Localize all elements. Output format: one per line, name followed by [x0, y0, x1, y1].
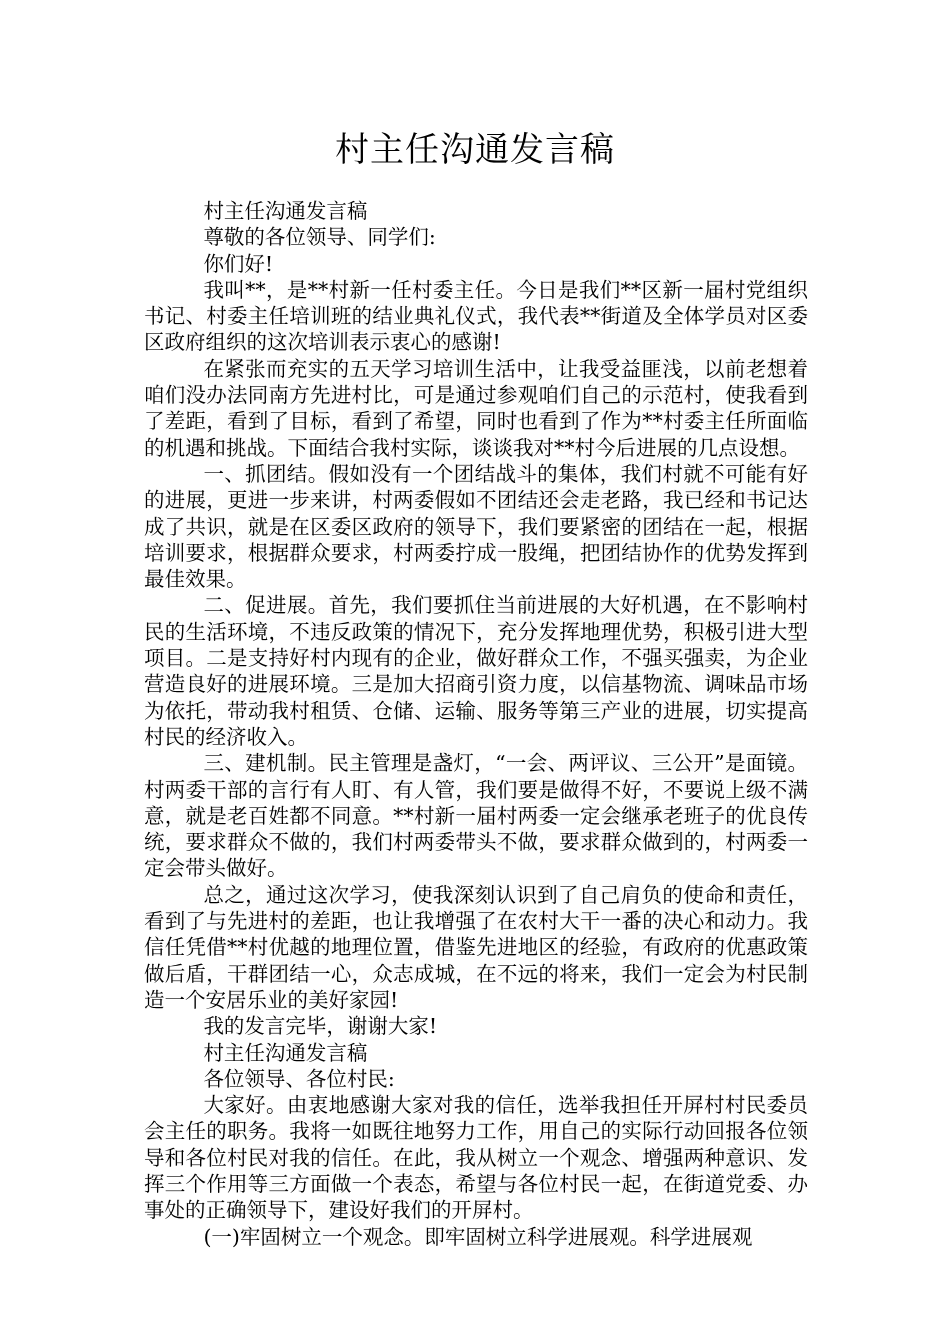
document-body	[144, 198, 808, 1250]
paragraph: 总之，通过这次学习，使我深刻认识到了自己肩负的使命和责任，看到了与先进村的差距，也让我增强了在农村大干一番的决心和动力。我信任凭借**村优越的地理位置，借鉴先进地区的经验，有政府的优惠政策做后盾，干群团结一心，众志成城，在不远的将来，我们一定会为村民制造一个安居乐业的美好家园!	[144, 882, 808, 1012]
paragraph: 大家好。由衷地感谢大家对我的信任，选举我担任开屏村村民委员会主任的职务。我将一如既往地努力工作，用自己的实际行动回报各位领导和各位村民对我的信任。在此，我从树立一个观念、增强两种意识、发挥三个作用等三方面做一个表态，希望与各位村民一起，在街道党委、办事处的正确领导下，建设好我们的开屏村。	[144, 1093, 808, 1223]
paragraph: 二、促进展。首先，我们要抓住当前进展的大好机遇，在不影响村民的生活环境，不违反政策的情况下，充分发挥地理优势，积极引进大型项目。二是支持好村内现有的企业，做好群众工作，不强买强卖，为企业营造良好的进展环境。三是加大招商引资力度，以信基物流、调味品市场为依托，带动我村租赁、仓储、运输、服务等第三产业的进展，切实提高村民的经济收入。	[144, 593, 808, 749]
paragraph: 一、抓团结。假如没有一个团结战斗的集体，我们村就不可能有好的进展，更进一步来讲，村两委假如不团结还会走老路，我已经和书记达成了共识，就是在区委区政府的领导下，我们要紧密的团结在一起，根据培训要求，根据群众要求，村两委拧成一股绳，把团结协作的优势发挥到最佳效果。	[144, 461, 808, 592]
paragraph: (一)牢固树立一个观念。即牢固树立科学进展观。科学进展观	[203, 1224, 753, 1249]
document-title: 村主任沟通发言稿	[335, 130, 615, 170]
paragraph: 村主任沟通发言稿	[203, 1040, 368, 1065]
paragraph: 你们好!	[203, 251, 274, 276]
paragraph: 各位领导、各位村民:	[203, 1066, 395, 1091]
paragraph: 村主任沟通发言稿	[203, 199, 368, 223]
paragraph: 三、建机制。民主管理是盏灯，“一会、两评议、三公开”是面镜。村两委干部的言行有人盯、有人管，我们要是做得不好，不要说上级不满意，就是老百姓都不同意。**村新一届村两委一定会继承老班子的优良传统，要求群众不做的，我们村两委带头不做，要求群众做到的，村两委一定会带头做好。	[144, 751, 808, 881]
paragraph: 我的发言完毕，谢谢大家!	[203, 1014, 438, 1039]
paragraph: 在紧张而充实的五天学习培训生活中，让我受益匪浅，以前老想着咱们没办法同南方先进村比，可是通过参观咱们自己的示范村，使我看到了差距，看到了目标，看到了希望，同时也看到了作为**村委主任所面临的机遇和挑战。下面结合我村实际，谈谈我对**村今后进展的几点设想。	[144, 356, 808, 460]
paragraph: 尊敬的各位领导、同学们:	[203, 225, 436, 250]
paragraph: 我叫**，是**村新一任村委主任。今日是我们**区新一届村党组织书记、村委主任培训班的结业典礼仪式，我代表**街道及全体学员对区委区政府组织的这次培训表示衷心的感谢!	[144, 277, 808, 355]
